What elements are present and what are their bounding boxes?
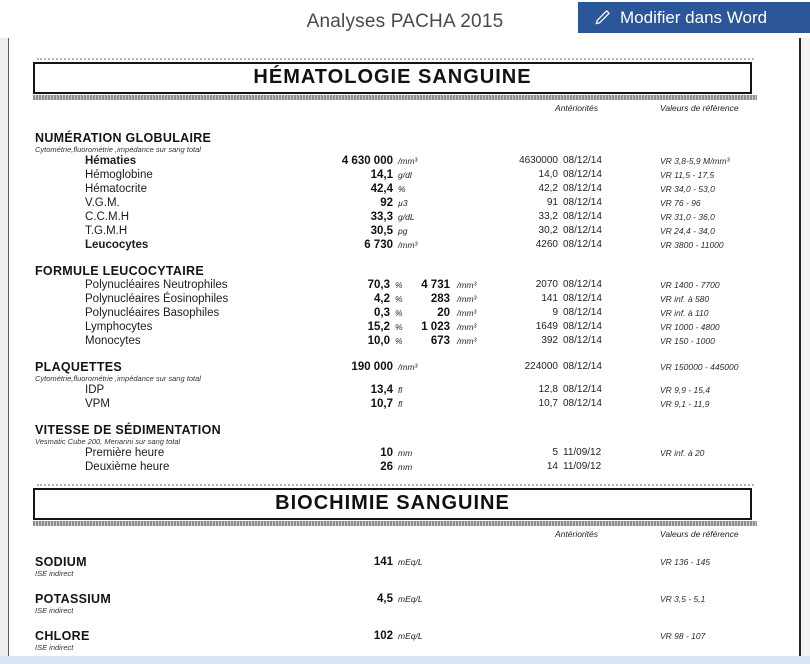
column-header-anteriorites: Antériorités xyxy=(555,529,598,539)
result-unit: mEq/L xyxy=(398,594,423,604)
row-label: IDP xyxy=(85,384,105,396)
page-title: Analyses PACHA 2015 xyxy=(306,11,504,32)
result-unit: mEq/L xyxy=(398,557,423,567)
percent-unit: % xyxy=(395,336,403,346)
pencil-icon xyxy=(594,9,611,26)
document-page xyxy=(8,38,801,656)
reference-range: VR inf. à 580 xyxy=(660,294,710,304)
method-note: ISE indirect xyxy=(35,606,74,615)
percent-unit: % xyxy=(395,322,403,332)
result-unit: /mm³ xyxy=(457,280,477,290)
analyte-group-sodium xyxy=(9,555,799,578)
banner-shadow xyxy=(33,521,757,526)
row-label: C.C.M.H xyxy=(85,211,130,223)
section-banner-biochimie: BIOCHIMIE SANGUINE xyxy=(33,488,752,520)
method-note: ISE indirect xyxy=(35,643,74,652)
row-label: Polynucléaires Neutrophiles xyxy=(85,279,228,291)
anterior-value: 33,2 xyxy=(538,211,558,222)
table-row xyxy=(9,306,799,320)
table-row xyxy=(9,292,799,306)
column-header-anteriorites: Antériorités xyxy=(555,103,598,113)
row-label: Première heure xyxy=(85,447,165,459)
anterior-value: 14 xyxy=(546,461,558,472)
reference-range: VR 98 - 107 xyxy=(660,631,706,641)
result-unit: /mm³ xyxy=(457,336,477,346)
result-value: 14,1 xyxy=(370,169,393,181)
result-unit: fl xyxy=(398,399,403,409)
result-unit: pg xyxy=(398,226,408,236)
anterior-value: 91 xyxy=(546,197,558,208)
group-title-numeration: NUMÉRATION GLOBULAIRE xyxy=(35,131,212,145)
result-unit: /mm³ xyxy=(398,156,418,166)
edit-in-word-button[interactable] xyxy=(578,2,810,33)
anterior-date: 08/12/14 xyxy=(563,225,602,236)
anterior-date: 11/09/12 xyxy=(563,447,602,458)
result-value: 10 xyxy=(380,447,393,459)
row-label: CHLORE xyxy=(35,629,90,643)
table-row xyxy=(9,383,799,397)
result-value: 4,5 xyxy=(377,593,393,605)
result-value: 6 730 xyxy=(364,239,393,251)
reference-range: VR 76 - 96 xyxy=(660,198,701,208)
anterior-value: 42,2 xyxy=(538,183,558,194)
row-label: Polynucléaires Éosinophiles xyxy=(85,293,229,305)
table-row xyxy=(9,360,799,374)
anterior-value: 1649 xyxy=(535,321,558,332)
result-unit: µ3 xyxy=(398,198,408,208)
anterior-value: 10,7 xyxy=(538,398,558,409)
reference-range: VR 150 - 1000 xyxy=(660,336,715,346)
result-value: 673 xyxy=(430,335,450,347)
anterior-value: 141 xyxy=(541,293,558,304)
row-label: Deuxième heure xyxy=(85,461,170,473)
anterior-date xyxy=(558,555,633,569)
table-row xyxy=(9,182,799,196)
scan-divider xyxy=(37,58,754,60)
result-value: 33,3 xyxy=(370,211,393,223)
result-unit: mm xyxy=(398,448,413,458)
reference-range xyxy=(633,460,799,474)
table-row xyxy=(9,168,799,182)
reference-range: VR 24,4 - 34,0 xyxy=(660,226,715,236)
method-note: Vesmatic Cube 200, Menarini sur sang total xyxy=(35,437,181,446)
column-headers xyxy=(9,103,799,115)
anterior-value: 9 xyxy=(552,307,558,318)
scan-divider xyxy=(37,484,754,486)
percent-value: 4,2 xyxy=(374,293,390,305)
method-note: Cytométrie,fluorométrie ,impédance sur sang total xyxy=(35,145,201,154)
row-label: V.G.M. xyxy=(85,197,120,209)
table-row xyxy=(9,460,799,474)
row-label: Leucocytes xyxy=(85,239,149,251)
reference-range: VR 34,0 - 53,0 xyxy=(660,184,715,194)
result-value: 190 000 xyxy=(351,361,393,373)
percent-unit: % xyxy=(395,294,403,304)
result-value: 13,4 xyxy=(370,384,393,396)
column-header-reference: Valeurs de référence xyxy=(660,103,739,113)
table-row xyxy=(9,320,799,334)
anterior-date: 08/12/14 xyxy=(563,183,602,194)
anterior-date: 08/12/14 xyxy=(563,211,602,222)
anterior-date: 11/09/12 xyxy=(563,461,602,472)
anterior-date: 08/12/14 xyxy=(563,155,602,166)
result-unit: mEq/L xyxy=(398,631,423,641)
table-row xyxy=(9,224,799,238)
percent-unit: % xyxy=(395,308,403,318)
table-row xyxy=(9,629,799,643)
result-unit: mm xyxy=(398,462,413,472)
column-header-reference: Valeurs de référence xyxy=(660,529,739,539)
result-value: 1 023 xyxy=(421,321,450,333)
row-label: Hématocrite xyxy=(85,183,147,195)
edit-button-label: Modifier dans Word xyxy=(620,7,768,27)
result-value: 10,7 xyxy=(370,398,393,410)
anterior-value: 14,0 xyxy=(538,169,558,180)
anterior-date: 08/12/14 xyxy=(563,398,602,409)
table-row xyxy=(9,555,799,569)
method-note: Cytométrie,fluorométrie ,impédance sur sang total xyxy=(35,374,201,383)
reference-range: VR 9,9 - 15,4 xyxy=(660,385,711,395)
result-unit: /mm³ xyxy=(398,362,418,372)
result-unit: % xyxy=(398,184,406,194)
reference-range: VR 9,1 - 11,9 xyxy=(660,399,710,409)
group-title-formule: FORMULE LEUCOCYTAIRE xyxy=(35,264,204,278)
scan-margin-left xyxy=(0,38,8,656)
anterior-value: 4260 xyxy=(535,239,558,250)
table-row xyxy=(9,210,799,224)
result-value: 92 xyxy=(380,197,393,209)
table-row xyxy=(9,238,799,252)
group-title-vitesse: VITESSE DE SÉDIMENTATION xyxy=(35,423,221,437)
result-value: 283 xyxy=(430,293,450,305)
result-value: 26 xyxy=(380,461,393,473)
table-row xyxy=(9,278,799,292)
result-unit: g/dl xyxy=(398,170,412,180)
anterior-date: 08/12/14 xyxy=(563,279,602,290)
anterior-date: 08/12/14 xyxy=(563,384,602,395)
anterior-value: 224000 xyxy=(524,361,558,372)
reference-range: VR 3,5 - 5,1 xyxy=(660,594,706,604)
percent-value: 70,3 xyxy=(367,279,390,291)
result-unit: /mm³ xyxy=(398,240,418,250)
group-title-plaquettes: PLAQUETTES xyxy=(35,360,123,374)
table-row xyxy=(9,196,799,210)
anterior-value: 5 xyxy=(552,447,558,458)
viewer-bottom-bar xyxy=(0,656,810,664)
row-label: T.G.M.H xyxy=(85,225,128,237)
row-label: Hémoglobine xyxy=(85,169,153,181)
percent-value: 0,3 xyxy=(374,307,390,319)
section-banner-hematologie: HÉMATOLOGIE SANGUINE xyxy=(33,62,752,94)
row-label: Monocytes xyxy=(85,335,141,347)
result-unit: /mm³ xyxy=(457,322,477,332)
percent-unit: % xyxy=(395,280,403,290)
banner-shadow xyxy=(33,95,757,100)
reference-range: VR 1400 - 7700 xyxy=(660,280,720,290)
row-label: Polynucléaires Basophiles xyxy=(85,307,220,319)
anterior-value: 2070 xyxy=(535,279,558,290)
reference-range: VR 1000 - 4800 xyxy=(660,322,720,332)
row-label: Lymphocytes xyxy=(85,321,153,333)
result-unit: /mm³ xyxy=(457,308,477,318)
row-label: Hématies xyxy=(85,155,137,167)
reference-range: VR 11,5 - 17,5 xyxy=(660,170,715,180)
reference-range: VR 150000 - 445000 xyxy=(660,362,739,372)
row-label: SODIUM xyxy=(35,555,87,569)
result-value: 141 xyxy=(373,556,393,568)
reference-range: VR 3800 - 11000 xyxy=(660,240,724,250)
result-value: 30,5 xyxy=(370,225,393,237)
reference-range: VR 3,8-5,9 M/mm³ xyxy=(660,156,730,166)
anterior-date xyxy=(558,592,633,606)
percent-value: 10,0 xyxy=(367,335,390,347)
anterior-date: 08/12/14 xyxy=(563,307,602,318)
scan-margin-right xyxy=(801,38,810,656)
anterior-date: 08/12/14 xyxy=(563,321,602,332)
result-value: 4 731 xyxy=(421,279,450,291)
table-row xyxy=(9,446,799,460)
table-row xyxy=(9,397,799,411)
row-label: POTASSIUM xyxy=(35,592,112,606)
row-label: VPM xyxy=(85,398,110,410)
reference-range: VR inf. à 20 xyxy=(660,448,705,458)
anterior-date: 08/12/14 xyxy=(563,293,602,304)
anterior-date: 08/12/14 xyxy=(563,197,602,208)
result-value: 4 630 000 xyxy=(341,155,393,167)
analyte-group-potassium xyxy=(9,592,799,615)
result-value: 42,4 xyxy=(370,183,393,195)
anterior-value: 392 xyxy=(541,335,558,346)
result-unit: /mm³ xyxy=(457,294,477,304)
table-row xyxy=(9,592,799,606)
reference-range: VR inf. à 110 xyxy=(660,308,709,318)
method-note: ISE indirect xyxy=(35,569,74,578)
anterior-value: 30,2 xyxy=(538,225,558,236)
table-row xyxy=(9,334,799,348)
anterior-date: 08/12/14 xyxy=(563,335,602,346)
anterior-value: 12,8 xyxy=(538,384,558,395)
anterior-date xyxy=(558,629,633,643)
anterior-date: 08/12/14 xyxy=(563,169,602,180)
anterior-value xyxy=(483,592,558,606)
anterior-date: 08/12/14 xyxy=(563,361,602,372)
result-value: 102 xyxy=(373,630,393,642)
result-unit: g/dL xyxy=(398,212,415,222)
column-headers xyxy=(9,529,799,541)
anterior-value xyxy=(483,555,558,569)
anterior-value xyxy=(483,629,558,643)
result-value: 20 xyxy=(437,307,450,319)
reference-range: VR 31,0 - 36,0 xyxy=(660,212,715,222)
result-unit: fl xyxy=(398,385,403,395)
anterior-value: 4630000 xyxy=(519,155,558,166)
analyte-group-chlore xyxy=(9,629,799,652)
percent-value: 15,2 xyxy=(367,321,390,333)
reference-range: VR 136 - 145 xyxy=(660,557,711,567)
table-row xyxy=(9,154,799,168)
anterior-date: 08/12/14 xyxy=(563,239,602,250)
